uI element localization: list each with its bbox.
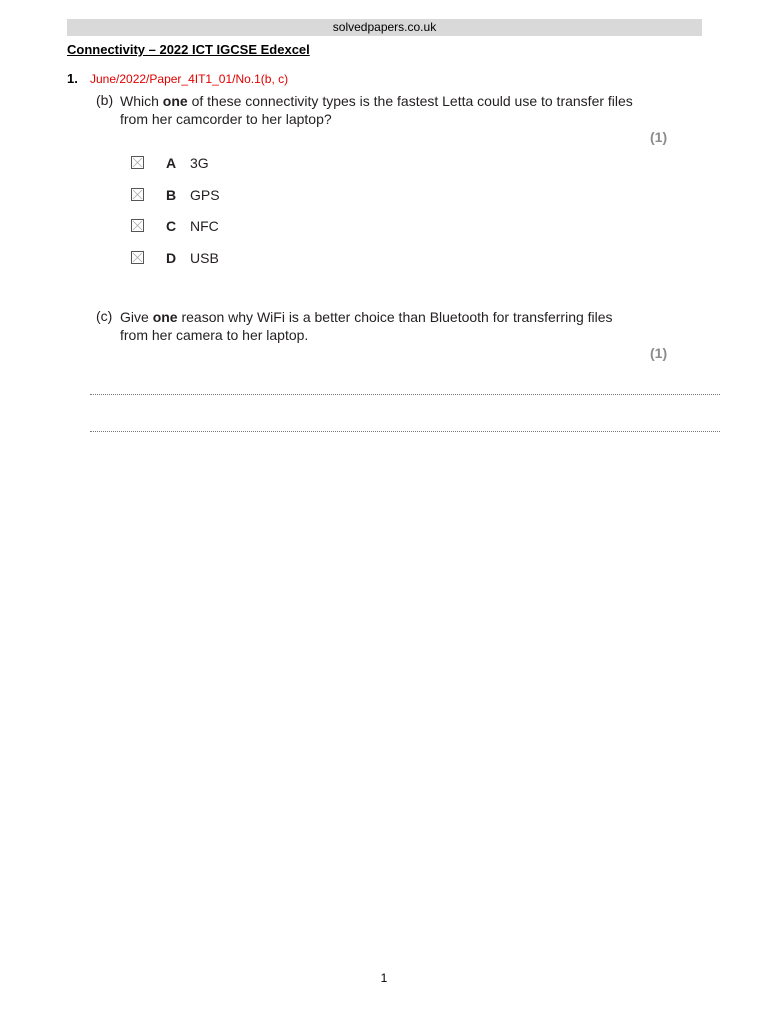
option-letter: A: [166, 155, 177, 171]
question-number: 1.: [67, 71, 78, 86]
part-b-emphasis: one: [162, 93, 188, 109]
checkbox-icon[interactable]: [131, 156, 144, 169]
option-letter: C: [166, 218, 177, 234]
part-c-label: (c): [96, 308, 113, 324]
document-title: Connectivity – 2022 ICT IGCSE Edexcel: [67, 42, 310, 57]
part-c-question-text: Give one reason why WiFi is a better choice than Bluetooth for transferring files from her camera to her laptop.: [120, 309, 613, 343]
option-text: GPS: [190, 187, 220, 203]
checkbox-icon[interactable]: [131, 188, 144, 201]
option-letter: D: [166, 250, 177, 266]
site-header-bar: [67, 19, 702, 36]
page-number: 1: [380, 971, 388, 985]
checkbox-icon[interactable]: [131, 219, 144, 232]
checkbox-icon[interactable]: [131, 251, 144, 264]
part-b-question-text: Which one of these connectivity types is the fastest Letta could use to transfer files from her camcorder to her laptop?: [120, 93, 633, 127]
part-b-marks: (1): [650, 129, 668, 145]
question-reference: June/2022/Paper_4IT1_01/No.1(b, c): [90, 72, 289, 86]
option-letter: B: [166, 187, 177, 203]
part-c-emphasis: one: [152, 309, 178, 325]
option-text: NFC: [190, 218, 219, 234]
answer-line[interactable]: [90, 394, 720, 395]
site-name: solvedpapers.co.uk: [332, 20, 437, 34]
option-text: 3G: [190, 155, 209, 171]
part-b-label: (b): [96, 92, 114, 108]
option-text: USB: [190, 250, 219, 266]
answer-line[interactable]: [90, 431, 720, 432]
part-c-marks: (1): [650, 345, 668, 361]
